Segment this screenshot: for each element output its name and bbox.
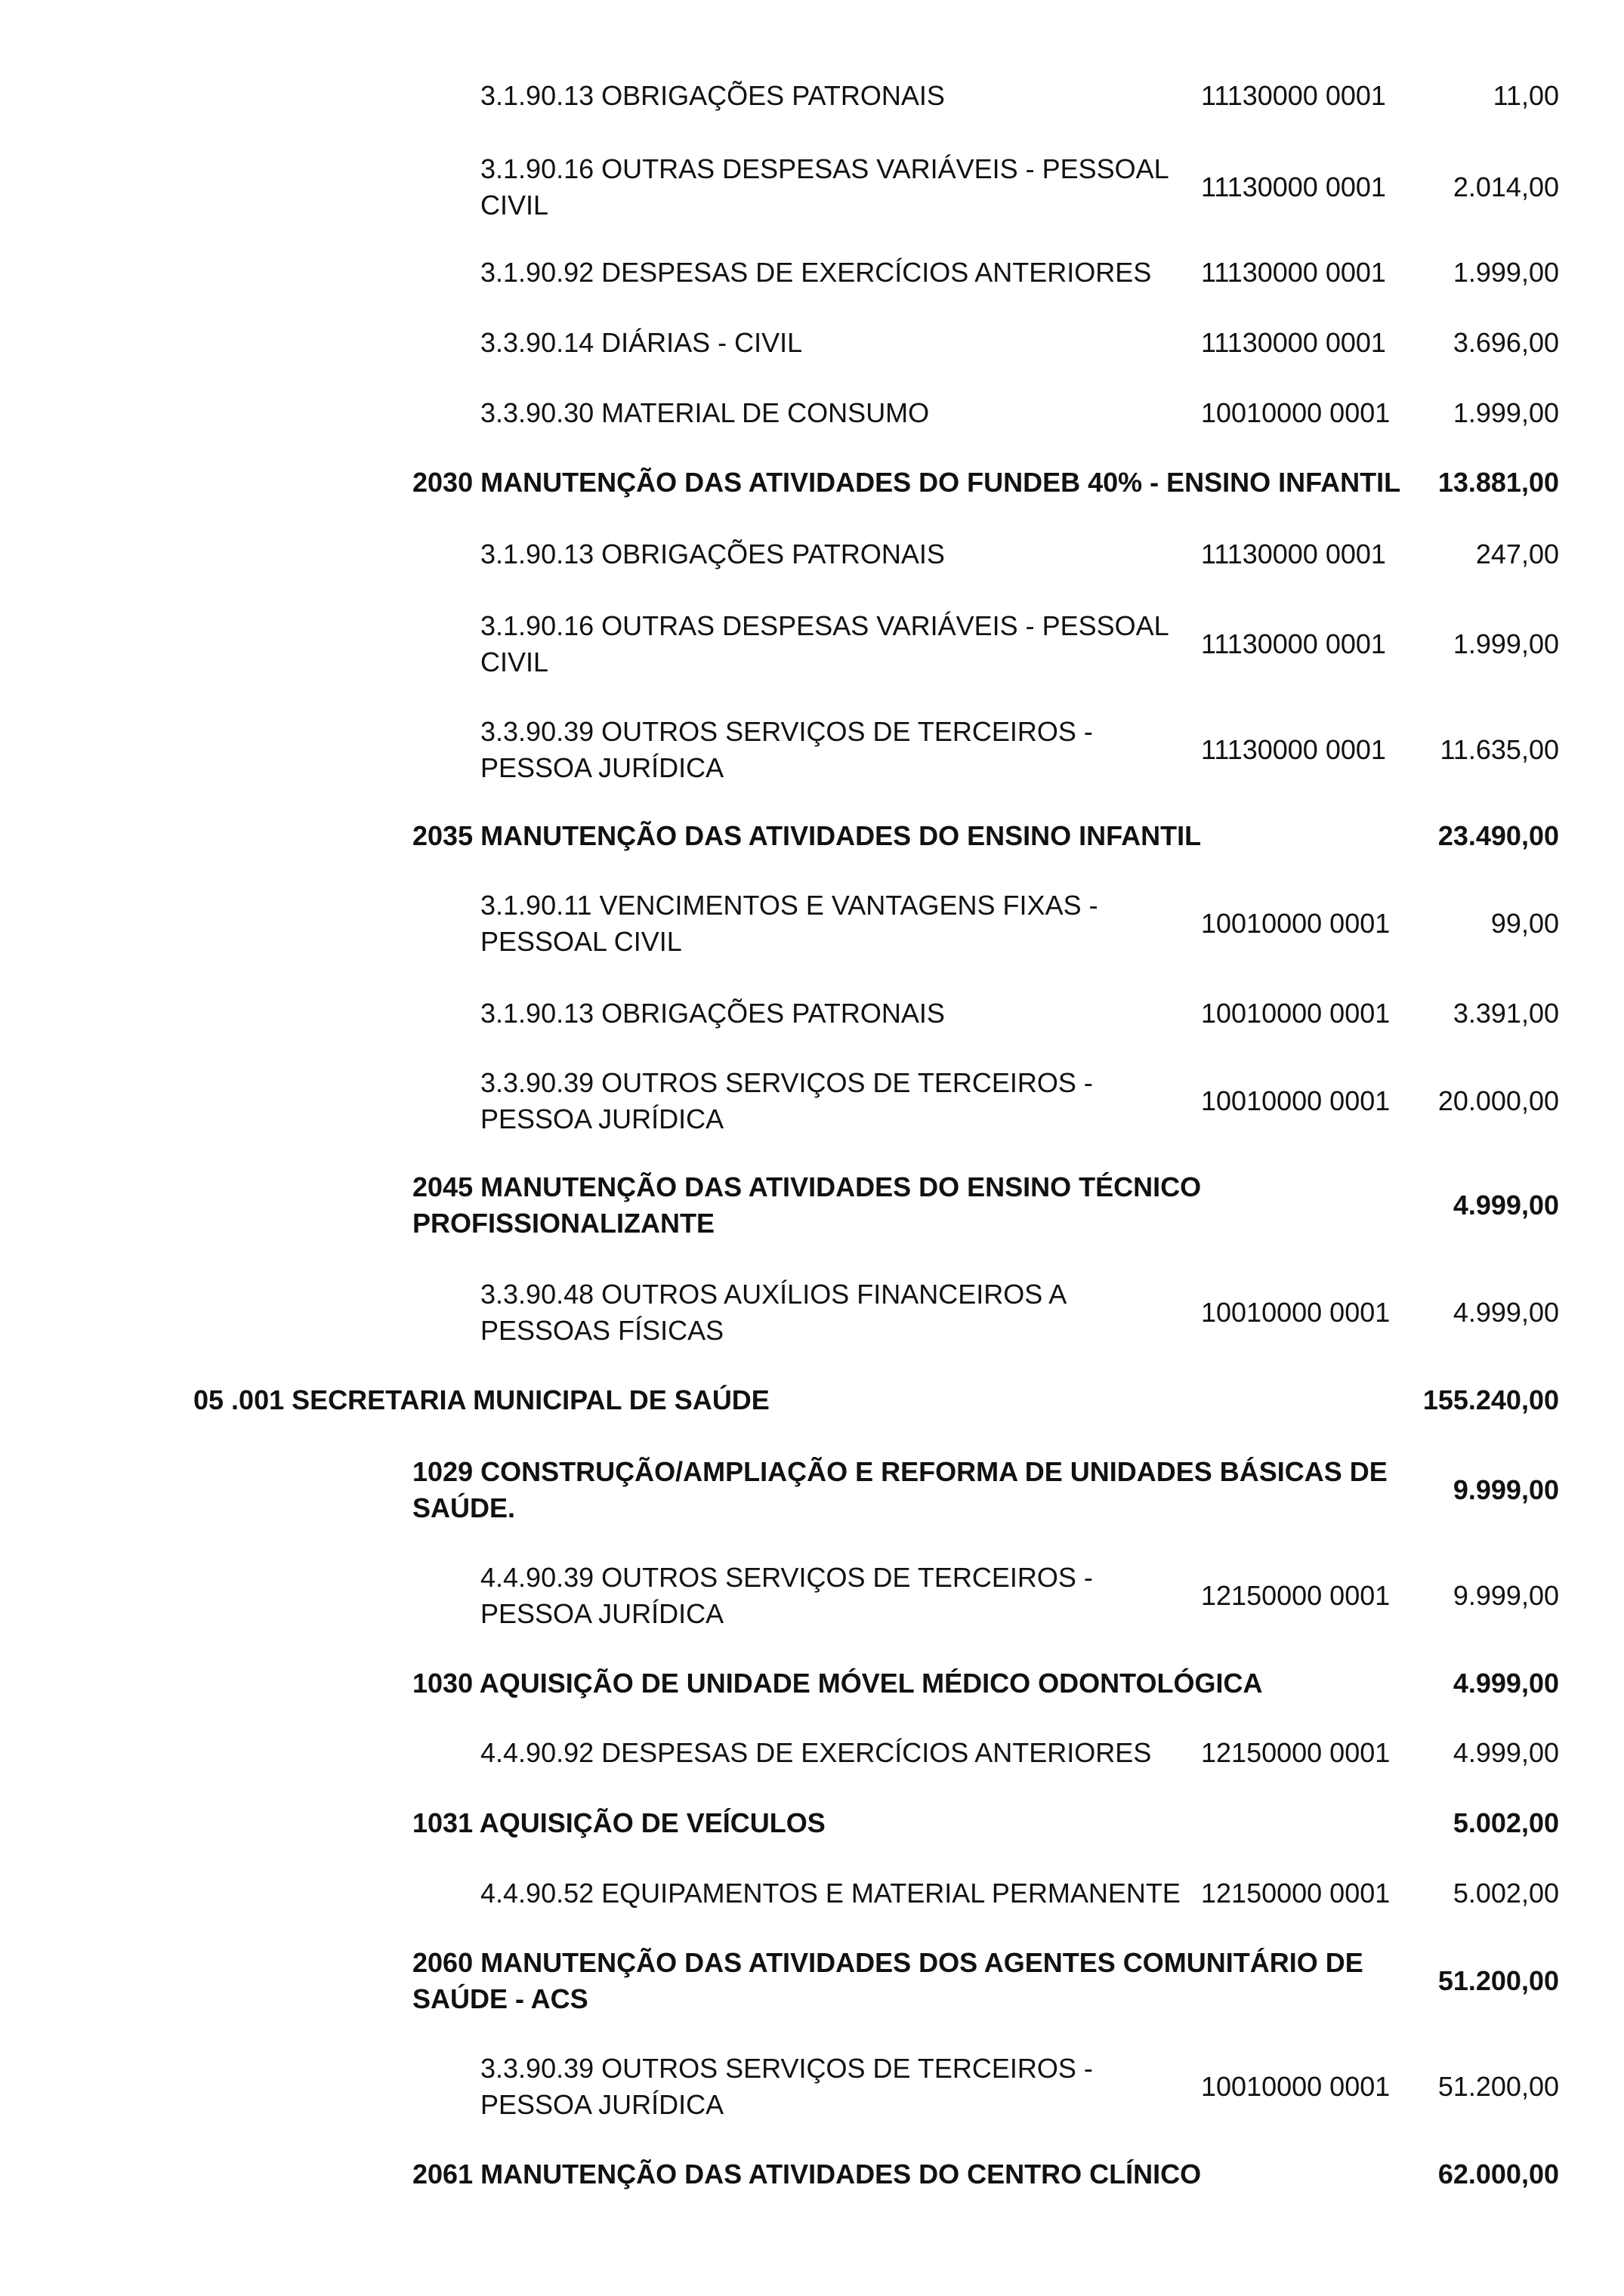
action-row [0,1945,1624,2017]
amount-value: 1.999,00 [1453,257,1559,288]
row-description [480,1735,1198,1771]
amount-value: 9.999,00 [1453,1474,1559,1505]
row-description [412,464,1432,501]
amount-value: 4.999,00 [1453,1190,1559,1221]
description-line: 3.3.90.14 DIÁRIAS - CIVIL [480,327,803,358]
amount-value: 1.999,00 [1453,397,1559,428]
row-description [480,714,1198,786]
amount-value: 5.002,00 [1453,1807,1559,1838]
description-line: PESSOAS FÍSICAS [480,1315,724,1346]
amount-value: 1.999,00 [1453,628,1559,659]
expense-element-row [0,325,1624,361]
row-description [412,2156,1432,2193]
action-row [0,1454,1624,1526]
row-description [480,151,1198,224]
description-line: 3.1.90.11 VENCIMENTOS E VANTAGENS FIXAS - [480,890,1098,921]
row-description [480,608,1198,680]
source-code: 11130000 0001 [1201,327,1386,358]
description-line: PROFISSIONALIZANTE [412,1208,715,1239]
amount-value: 11.635,00 [1440,734,1559,765]
description-line: 1031 AQUISIÇÃO DE VEÍCULOS [412,1807,826,1838]
row-description [480,887,1198,960]
action-row [0,1665,1624,1702]
description-line: 2061 MANUTENÇÃO DAS ATIVIDADES DO CENTRO CLÍNICO [412,2159,1202,2190]
description-line: 2060 MANUTENÇÃO DAS ATIVIDADES DOS AGENTES COMUNITÁRIO DE [412,1947,1363,1978]
expense-element-row [0,78,1624,114]
row-description [412,1805,1432,1841]
description-line: 3.1.90.16 OUTRAS DESPESAS VARIÁVEIS - PESSOAL [480,153,1169,184]
row-description [193,1382,1326,1418]
amount-value: 51.200,00 [1437,1965,1559,1996]
amount-value: 4.999,00 [1453,1737,1559,1768]
expense-element-row [0,395,1624,431]
description-line: 4.4.90.52 EQUIPAMENTOS E MATERIAL PERMANENTE [480,1878,1181,1909]
description-line: PESSOA JURÍDICA [480,1598,724,1629]
row-description [480,995,1198,1032]
description-line: PESSOA JURÍDICA [480,1103,724,1134]
amount-value: 3.391,00 [1453,998,1559,1029]
description-line: 3.1.90.13 OBRIGAÇÕES PATRONAIS [480,539,945,569]
description-line: 3.3.90.30 MATERIAL DE CONSUMO [480,397,930,428]
source-code: 10010000 0001 [1201,998,1391,1029]
row-description [412,1945,1432,2017]
amount-value: 20.000,00 [1437,1085,1559,1116]
expense-element-row [0,608,1624,680]
description-line: SAÚDE - ACS [412,1983,588,2014]
row-description [480,395,1198,431]
source-code: 11130000 0001 [1201,734,1386,765]
description-line: 3.3.90.48 OUTROS AUXÍLIOS FINANCEIROS A [480,1279,1067,1310]
row-description [480,1276,1198,1349]
row-description [480,1560,1198,1632]
description-line: SAÚDE. [412,1492,516,1523]
source-code: 10010000 0001 [1201,397,1391,428]
description-line: 05 .001 SECRETARIA MUNICIPAL DE SAÚDE [193,1384,770,1415]
amount-value: 99,00 [1490,908,1559,939]
expense-element-row [0,2051,1624,2123]
amount-value: 23.490,00 [1437,820,1559,851]
row-description [480,2051,1198,2123]
source-code: 10010000 0001 [1201,1085,1391,1116]
description-line: PESSOA JURÍDICA [480,752,724,783]
description-line: 3.3.90.39 OUTROS SERVIÇOS DE TERCEIROS - [480,1067,1093,1098]
row-description [412,1665,1432,1702]
description-line: CIVIL [480,190,549,221]
expense-element-row [0,536,1624,572]
source-code: 10010000 0001 [1201,2071,1391,2102]
description-line: 1030 AQUISIÇÃO DE UNIDADE MÓVEL MÉDICO ODONTOLÓGICA [412,1668,1263,1699]
source-code: 11130000 0001 [1201,171,1386,202]
expense-element-row [0,1735,1624,1771]
amount-value: 62.000,00 [1437,2159,1559,2190]
source-code: 12150000 0001 [1201,1580,1391,1611]
amount-value: 247,00 [1475,539,1559,569]
source-code: 11130000 0001 [1201,80,1386,111]
action-row [0,1805,1624,1841]
amount-value: 51.200,00 [1437,2071,1559,2102]
description-line: 3.1.90.16 OUTRAS DESPESAS VARIÁVEIS - PESSOAL [480,610,1169,641]
row-description [412,818,1432,854]
row-description [480,1875,1198,1912]
description-line: PESSOA JURÍDICA [480,2089,724,2120]
action-row [0,2156,1624,2193]
description-line: 2035 MANUTENÇÃO DAS ATIVIDADES DO ENSINO INFANTIL [412,820,1202,851]
row-description [480,255,1198,291]
description-line: 1029 CONSTRUÇÃO/AMPLIAÇÃO E REFORMA DE UNIDADES BÁSICAS DE [412,1456,1388,1487]
expense-element-row [0,1560,1624,1632]
amount-value: 3.696,00 [1453,327,1559,358]
description-line: 3.3.90.39 OUTROS SERVIÇOS DE TERCEIROS - [480,716,1093,747]
description-line: PESSOAL CIVIL [480,926,682,957]
description-line: CIVIL [480,647,549,677]
action-row [0,464,1624,501]
row-description [480,78,1198,114]
expense-element-row [0,714,1624,786]
expense-element-row [0,151,1624,224]
source-code: 12150000 0001 [1201,1878,1391,1909]
expense-element-row [0,1065,1624,1137]
expense-element-row [0,995,1624,1032]
source-code: 11130000 0001 [1201,628,1386,659]
description-line: 2045 MANUTENÇÃO DAS ATIVIDADES DO ENSINO TÉCNICO [412,1171,1202,1202]
action-row [0,818,1624,854]
description-line: 2030 MANUTENÇÃO DAS ATIVIDADES DO FUNDEB 40% - ENSINO INFANTIL [412,467,1401,498]
row-description [480,536,1198,572]
amount-value: 4.999,00 [1453,1297,1559,1328]
source-code: 10010000 0001 [1201,1297,1391,1328]
expense-element-row [0,1276,1624,1349]
action-row [0,1169,1624,1242]
amount-value: 155.240,00 [1422,1384,1559,1415]
expense-element-row [0,1875,1624,1912]
row-description [412,1454,1432,1526]
row-description [412,1169,1432,1242]
description-line: 4.4.90.39 OUTROS SERVIÇOS DE TERCEIROS - [480,1562,1093,1593]
amount-value: 13.881,00 [1437,467,1559,498]
description-line: 3.3.90.39 OUTROS SERVIÇOS DE TERCEIROS - [480,2053,1093,2084]
amount-value: 2.014,00 [1453,171,1559,202]
source-code: 12150000 0001 [1201,1737,1391,1768]
source-code: 10010000 0001 [1201,908,1391,939]
description-line: 3.1.90.92 DESPESAS DE EXERCÍCIOS ANTERIORES [480,257,1152,288]
description-line: 3.1.90.13 OBRIGAÇÕES PATRONAIS [480,998,945,1029]
amount-value: 4.999,00 [1453,1668,1559,1699]
row-description [480,325,1198,361]
unit-row [0,1382,1624,1418]
source-code: 11130000 0001 [1201,257,1386,288]
amount-value: 11,00 [1493,80,1559,111]
row-description [480,1065,1198,1137]
source-code: 11130000 0001 [1201,539,1386,569]
description-line: 3.1.90.13 OBRIGAÇÕES PATRONAIS [480,80,945,111]
expense-element-row [0,887,1624,960]
amount-value: 9.999,00 [1453,1580,1559,1611]
amount-value: 5.002,00 [1453,1878,1559,1909]
description-line: 4.4.90.92 DESPESAS DE EXERCÍCIOS ANTERIORES [480,1737,1152,1768]
expense-element-row [0,255,1624,291]
